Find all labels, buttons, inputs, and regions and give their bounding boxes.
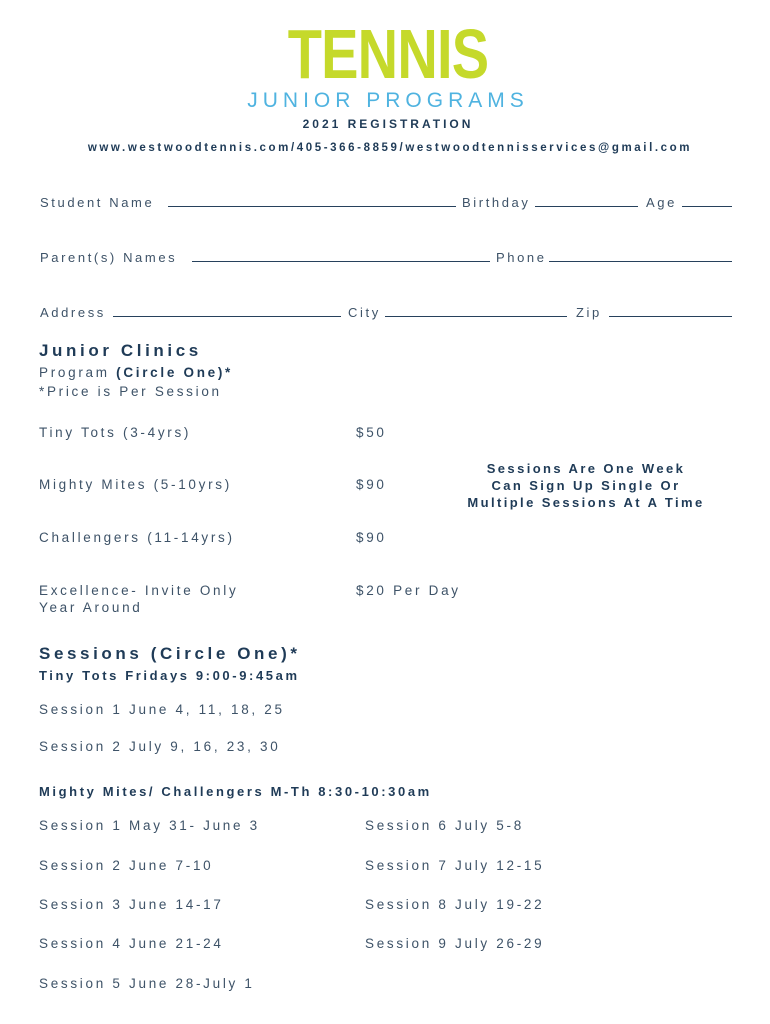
mites-session-4[interactable]: Session 4 June 21-24 bbox=[39, 936, 224, 951]
page-subtitle: JUNIOR PROGRAMS bbox=[247, 89, 529, 112]
program-challengers[interactable]: Challengers (11-14yrs) bbox=[39, 530, 235, 545]
tiny-tots-session-1[interactable]: Session 1 June 4, 11, 18, 25 bbox=[39, 702, 285, 717]
price-challengers: $90 bbox=[356, 530, 387, 545]
address-label: Address bbox=[40, 305, 106, 320]
mites-session-1[interactable]: Session 1 May 31- June 3 bbox=[39, 818, 260, 833]
student-name-label: Student Name bbox=[40, 195, 155, 210]
contact-line: www.westwoodtennis.com/405-366-8859/westwoodtennisservices@gmail.com bbox=[87, 142, 693, 154]
sessions-heading: Sessions (Circle One)* bbox=[39, 644, 301, 663]
zip-label: Zip bbox=[576, 305, 602, 320]
sessions-note-line-2: Can Sign Up Single Or bbox=[491, 478, 681, 493]
registration-heading: 2021 REGISTRATION bbox=[302, 117, 474, 131]
mites-session-8[interactable]: Session 8 July 19-22 bbox=[365, 897, 545, 912]
price-mighty-mites: $90 bbox=[356, 477, 387, 492]
birthday-label: Birthday bbox=[462, 195, 531, 210]
mites-session-9[interactable]: Session 9 July 26-29 bbox=[365, 936, 545, 951]
age-label: Age bbox=[646, 195, 677, 210]
program-circle-label: (Circle One)* bbox=[116, 365, 233, 380]
city-label: City bbox=[348, 305, 381, 320]
program-label: Program bbox=[39, 365, 110, 380]
phone-field[interactable] bbox=[549, 261, 732, 262]
phone-label: Phone bbox=[496, 250, 547, 265]
mites-session-7[interactable]: Session 7 July 12-15 bbox=[365, 858, 545, 873]
parents-label: Parent(s) Names bbox=[40, 250, 178, 265]
price-excellence: $20 Per Day bbox=[356, 583, 461, 598]
birthday-field[interactable] bbox=[535, 206, 638, 207]
program-tiny-tots[interactable]: Tiny Tots (3-4yrs) bbox=[39, 425, 192, 440]
age-field[interactable] bbox=[682, 206, 732, 207]
page-title: TENNIS bbox=[287, 15, 489, 93]
city-field[interactable] bbox=[385, 316, 567, 317]
program-line bbox=[39, 365, 233, 380]
sessions-note-line-3: Multiple Sessions At A Time bbox=[467, 495, 705, 510]
price-tiny-tots: $50 bbox=[356, 425, 387, 440]
program-excellence-sub: Year Around bbox=[39, 600, 143, 615]
address-field[interactable] bbox=[113, 316, 341, 317]
parents-field[interactable] bbox=[192, 261, 490, 262]
student-name-field[interactable] bbox=[168, 206, 456, 207]
mites-sessions-heading: Mighty Mites/ Challengers M-Th 8:30-10:30am bbox=[39, 784, 432, 799]
mites-session-6[interactable]: Session 6 July 5-8 bbox=[365, 818, 524, 833]
sessions-note-line-1: Sessions Are One Week bbox=[486, 461, 686, 476]
tiny-tots-session-2[interactable]: Session 2 July 9, 16, 23, 30 bbox=[39, 739, 281, 754]
program-excellence[interactable]: Excellence- Invite Only bbox=[39, 583, 239, 598]
clinics-heading: Junior Clinics bbox=[39, 341, 202, 360]
program-mighty-mites[interactable]: Mighty Mites (5-10yrs) bbox=[39, 477, 232, 492]
mites-session-5[interactable]: Session 5 June 28-July 1 bbox=[39, 976, 255, 991]
zip-field[interactable] bbox=[609, 316, 732, 317]
price-note: *Price is Per Session bbox=[39, 384, 222, 399]
mites-session-3[interactable]: Session 3 June 14-17 bbox=[39, 897, 224, 912]
sessions-note bbox=[440, 460, 732, 511]
tiny-tots-sessions-heading: Tiny Tots Fridays 9:00-9:45am bbox=[39, 668, 300, 683]
mites-session-2[interactable]: Session 2 June 7-10 bbox=[39, 858, 214, 873]
